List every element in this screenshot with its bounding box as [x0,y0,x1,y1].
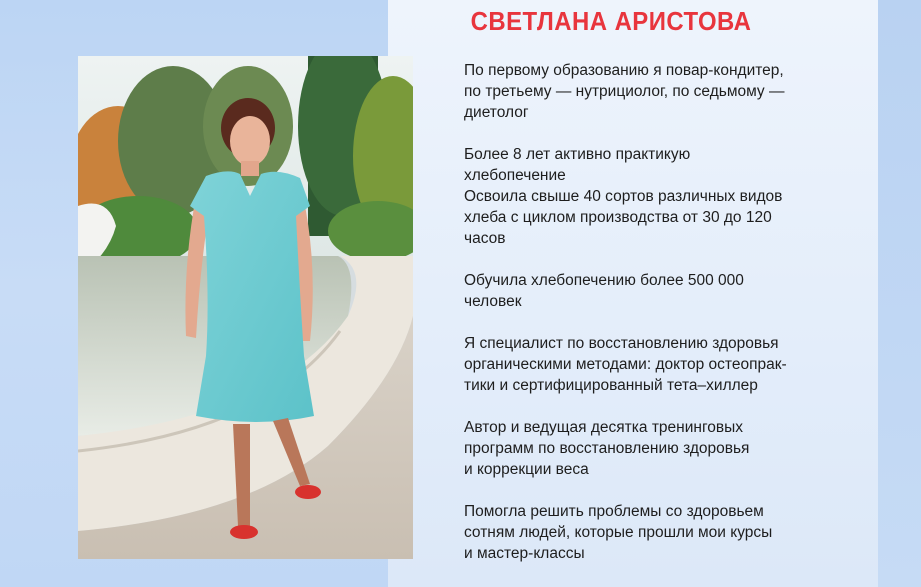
bio-paragraph-results: Помогла решить проблемы со здоровьем сотням людей, которые прошли мои курсы и мастер-классы [464,503,773,562]
bio-paragraph-baking: Более 8 лет активно практикую хлебопечение Освоила свыше 40 сортов различных видов хлеба с циклом производства от 30 до 120 часов [464,146,783,247]
background-right [878,0,921,587]
bio-paragraph-education: По первому образованию я повар-кондитер, по третьему — нутрициолог, по седьмому — диетолог [464,62,785,121]
bio-paragraphs [464,60,824,564]
bio-paragraph-students: Обучила хлебопечению более 500 000 человек [464,272,744,310]
bio-paragraph-specialist: Я специалист по восстановлению здоровья органическими методами: доктор остеопрак- тики и сертифицированный тета–хиллер [464,335,787,394]
bio-title: СВЕТЛАНА АРИСТОВА [470,6,752,36]
portrait-illustration [78,56,413,559]
bio-paragraph-programs: Автор и ведущая десятка тренинговых программ по восстановлению здоровья и коррекции веса [464,419,750,478]
portrait-photo [78,56,413,559]
